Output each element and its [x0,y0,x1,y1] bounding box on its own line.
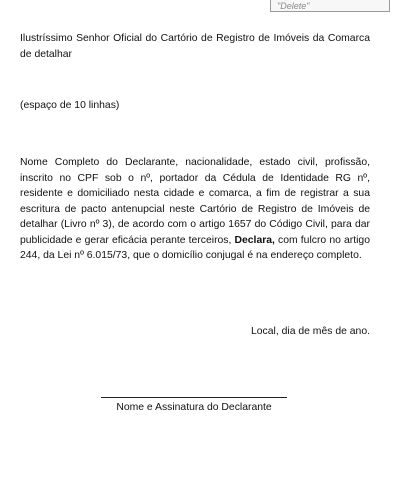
signature-line [101,397,287,398]
declaration-keyword: Declara, [234,234,275,246]
addressee-text: Ilustríssimo Senhor Oficial do Cartório de Registro de Imóveis da Comarca de detalhar [20,33,370,60]
declaration-body-part1: Nome Completo do Declarante, nacionalidade, estado civil, profissão, inscrito no CPF sob o nº, portador da Cédula de Identidade RG nº, residente e domiciliado nesta cidade e comarca, a fim de registrar a sua escritura de pacto antenupcial neste Cartório de Registro de Imóveis de detalhar (Livro nº 3), de acordo com o artigo 1657 do Código Civil, para dar publicidade e gerar eficácia perante terceiros, [20,157,370,246]
spacing-note: (espaço de 10 linhas) [20,100,120,111]
signature-label: Nome e Assinatura do Declarante [116,402,272,413]
declaration-body-part2: com fulcro no artigo 244, da Lei nº 6.015/73, que o domicílio conjugal é na endereço completo. [20,234,370,261]
place-date: Local, dia de mês de ano. [251,326,370,337]
delete-tab[interactable]: "Delete" [270,0,390,12]
declaration-body [20,155,370,264]
